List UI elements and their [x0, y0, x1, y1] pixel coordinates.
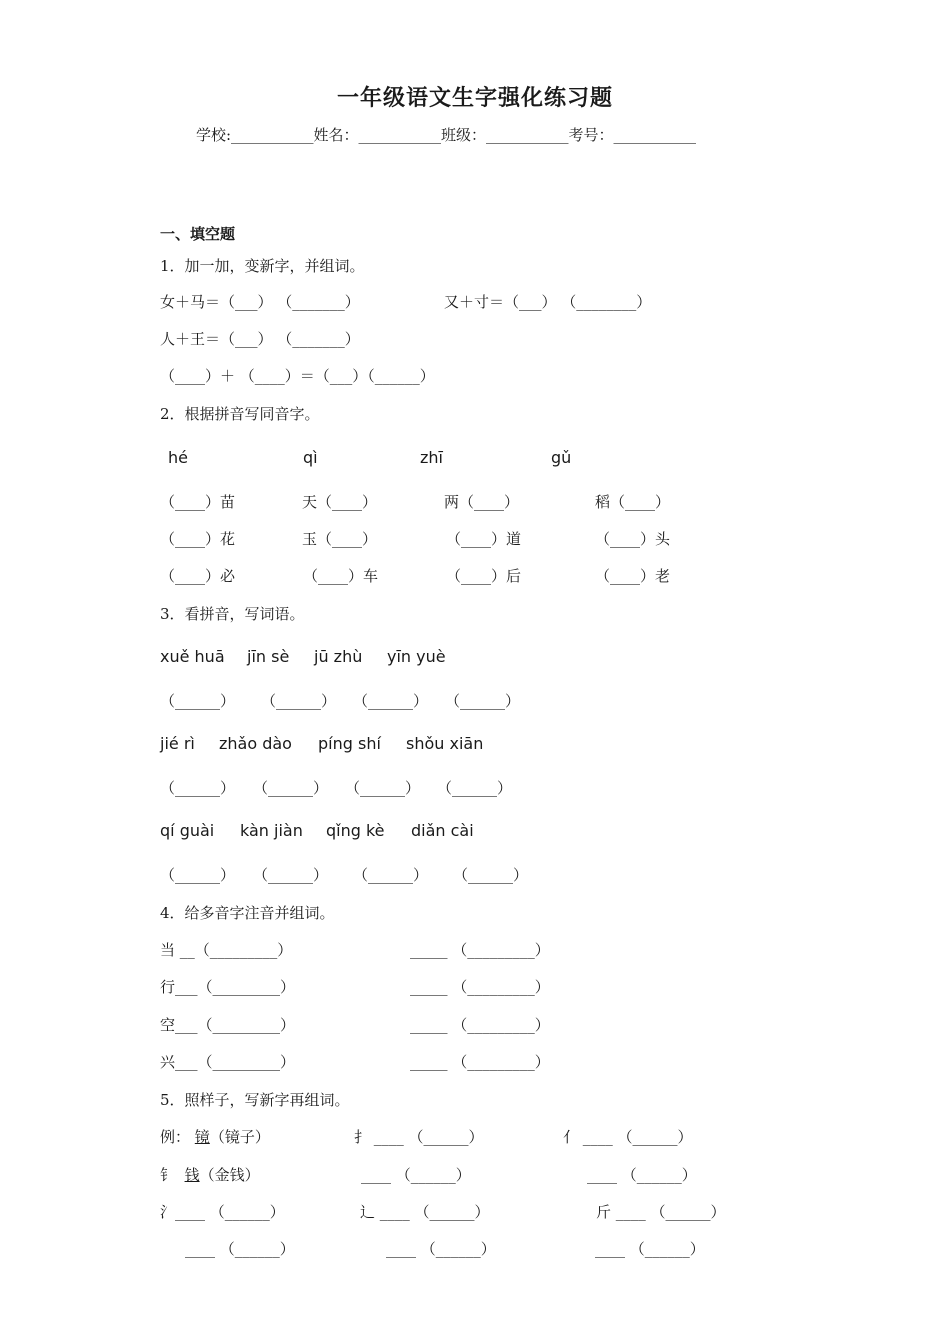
- example-row: [160, 1165, 260, 1185]
- pinyin-word: zhǎo dào: [219, 734, 292, 753]
- pinyin-word: jū zhù: [314, 647, 363, 666]
- q3-blank[interactable]: （______）: [261, 692, 337, 710]
- q3-blank[interactable]: （______）: [253, 779, 329, 797]
- example-label: 例：: [160, 1128, 191, 1146]
- radical: 钅: [160, 1166, 176, 1184]
- q2-blank[interactable]: （____）老: [595, 567, 671, 585]
- pinyin-word: xuě huā: [160, 647, 225, 666]
- q3-blank[interactable]: （______）: [160, 779, 236, 797]
- section-heading: 一、填空题: [160, 225, 236, 243]
- q2-blank[interactable]: （____）后: [446, 567, 522, 585]
- pinyin-word: kàn jiàn: [240, 821, 303, 840]
- q2-blank[interactable]: 稻（____）: [595, 493, 671, 511]
- q3-blank[interactable]: （______）: [445, 692, 521, 710]
- question-1-prompt: 1．加一加，变新字，并组词。: [160, 257, 365, 275]
- pinyin-label: gǔ: [551, 448, 572, 467]
- q4-item[interactable]: _____ （_________）: [410, 978, 550, 996]
- example-char: 镜: [194, 1128, 210, 1146]
- q5-item[interactable]: 亻 ____ （______）: [563, 1128, 693, 1146]
- pinyin-word: píng shí: [318, 734, 381, 753]
- q2-blank[interactable]: （____）苗: [160, 493, 236, 511]
- q5-item[interactable]: ____ （______）: [361, 1166, 471, 1184]
- q2-blank[interactable]: （____）车: [303, 567, 379, 585]
- q4-item[interactable]: 当 __（_________）: [160, 941, 293, 959]
- page-title: 一年级语文生字强化练习题: [336, 85, 613, 111]
- example-word: （镜子）: [209, 1128, 270, 1146]
- q4-item[interactable]: _____ （_________）: [410, 1016, 550, 1034]
- q5-item[interactable]: ____ （______）: [587, 1166, 697, 1184]
- q2-blank[interactable]: （____）头: [595, 530, 671, 548]
- student-info-line[interactable]: 学校:___________姓名：___________班级：___________考号：___________: [196, 126, 697, 144]
- q1-exercise[interactable]: 女＋马＝（___） （_______）: [160, 293, 360, 311]
- pinyin-word: shǒu xiān: [406, 734, 484, 753]
- q2-blank[interactable]: （____）必: [160, 567, 236, 585]
- pinyin-label: hé: [168, 448, 188, 467]
- q4-item[interactable]: 兴___（_________）: [160, 1053, 296, 1071]
- pinyin-word: qǐng kè: [326, 821, 385, 840]
- pinyin-word: jié rì: [160, 734, 195, 753]
- q3-blank[interactable]: （______）: [160, 866, 236, 884]
- q2-blank[interactable]: 玉（____）: [302, 530, 378, 548]
- question-5-prompt: 5．照样子，写新字再组词。: [160, 1091, 350, 1109]
- q5-item[interactable]: 辶 ____ （______）: [360, 1203, 490, 1221]
- example-row: [160, 1127, 270, 1147]
- q3-blank[interactable]: （______）: [353, 866, 429, 884]
- pinyin-word: diǎn cài: [411, 821, 474, 840]
- q3-blank[interactable]: （______）: [160, 692, 236, 710]
- pinyin-word: yīn yuè: [387, 647, 446, 666]
- q3-blank[interactable]: （______）: [353, 692, 429, 710]
- question-2-prompt: 2．根据拼音写同音字。: [160, 405, 320, 423]
- q5-item[interactable]: 氵____ （______）: [160, 1203, 285, 1221]
- q3-blank[interactable]: （______）: [253, 866, 329, 884]
- q3-blank[interactable]: （______）: [437, 779, 513, 797]
- q1-exercise[interactable]: （____）＋ （____）＝（___）（______）: [160, 367, 435, 385]
- q4-item[interactable]: _____ （_________）: [410, 941, 550, 959]
- q4-item[interactable]: 行___（_________）: [160, 978, 296, 996]
- q1-exercise[interactable]: 人＋王＝（___） （_______）: [160, 330, 360, 348]
- q4-item[interactable]: _____ （_________）: [410, 1053, 550, 1071]
- example-char: 钱: [184, 1166, 200, 1184]
- q1-exercise[interactable]: 又＋寸＝（___） （________）: [444, 293, 652, 311]
- example-word: （金钱）: [199, 1166, 260, 1184]
- question-4-prompt: 4．给多音字注音并组词。: [160, 904, 335, 922]
- q5-item[interactable]: ____ （______）: [185, 1240, 295, 1258]
- q5-item[interactable]: 斤 ____ （______）: [596, 1203, 726, 1221]
- q3-blank[interactable]: （______）: [345, 779, 421, 797]
- q2-blank[interactable]: （____）道: [446, 530, 522, 548]
- q2-blank[interactable]: 天（____）: [302, 493, 378, 511]
- q5-item[interactable]: ____ （______）: [386, 1240, 496, 1258]
- q4-item[interactable]: 空___（_________）: [160, 1016, 296, 1034]
- pinyin-word: jīn sè: [247, 647, 290, 666]
- q2-blank[interactable]: 两（____）: [444, 493, 520, 511]
- q3-blank[interactable]: （______）: [453, 866, 529, 884]
- pinyin-label: zhī: [420, 448, 443, 467]
- pinyin-label: qì: [303, 448, 318, 467]
- q5-item[interactable]: ____ （______）: [595, 1240, 705, 1258]
- question-3-prompt: 3．看拼音，写词语。: [160, 605, 305, 623]
- q2-blank[interactable]: （____）花: [160, 530, 236, 548]
- q5-item[interactable]: 扌 ____ （______）: [354, 1128, 484, 1146]
- pinyin-word: qí guài: [160, 821, 215, 840]
